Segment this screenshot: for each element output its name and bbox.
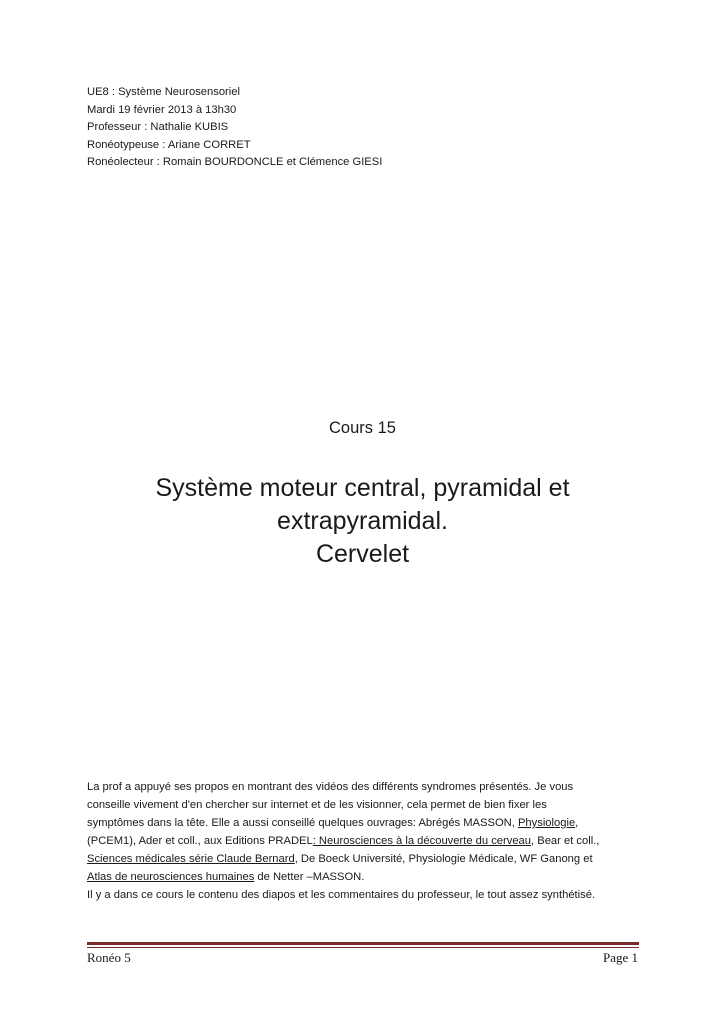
book-atlas: Atlas de neurosciences humaines (87, 871, 255, 883)
title-line-1: Système moteur central, pyramidal et (155, 474, 570, 502)
intro-line: Il y a dans ce cours le contenu des diapos et les commentaires du professeur, le tout assez synthétisé. (87, 889, 596, 901)
reviewer-line: Ronéolecteur : Romain BOURDONCLE et Clémence GIESI (87, 156, 383, 169)
intro-text: symptômes dans la tête. Elle a aussi conseillé quelques ouvrages: Abrégés MASSON, (87, 817, 518, 829)
intro-line (87, 868, 647, 886)
ue-line: UE8 : Système Neurosensoriel (87, 86, 240, 98)
intro-line (87, 832, 647, 850)
intro-text: (PCEM1), Ader et coll., aux Editions PRADEL (87, 835, 313, 847)
footer-roneo: Ronéo 5 (87, 950, 131, 965)
footer-rule (87, 942, 639, 945)
intro-line: La prof a appuyé ses propos en montrant des vidéos des différents syndromes présentés. Je vous (87, 781, 574, 793)
intro-text: , Bear et coll., (531, 835, 600, 847)
date-line: Mardi 19 février 2013 à 13h30 (87, 103, 237, 116)
intro-paragraph (87, 778, 647, 904)
footer-page-number: Page 1 (602, 950, 638, 965)
intro-line: conseille vivement d'en chercher sur internet et de les visionner, cela permet de bien fixer les (87, 799, 547, 811)
intro-line (87, 814, 647, 832)
intro-text: , De Boeck Université, Physiologie Médicale, WF Ganong et (294, 853, 593, 865)
course-title (120, 472, 605, 571)
footer-rule-thin (87, 947, 639, 948)
book-physiologie: Physiologie (517, 817, 576, 829)
intro-line (87, 850, 647, 868)
typist-line: Ronéotypeuse : Ariane CORRET (87, 138, 251, 151)
intro-text: , (575, 817, 579, 829)
intro-text: de Netter –MASSON. (254, 871, 365, 883)
book-neurosciences: : Neurosciences à la découverte du cerveau (312, 835, 532, 847)
book-sciences-medicales: Sciences médicales série Claude Bernard (87, 853, 295, 865)
course-number: Cours 15 (329, 419, 396, 437)
header-info (87, 84, 382, 172)
title-line-2: extrapyramidal. (277, 507, 448, 535)
title-line-3: Cervelet (315, 540, 410, 568)
professor-line: Professeur : Nathalie KUBIS (87, 121, 229, 134)
